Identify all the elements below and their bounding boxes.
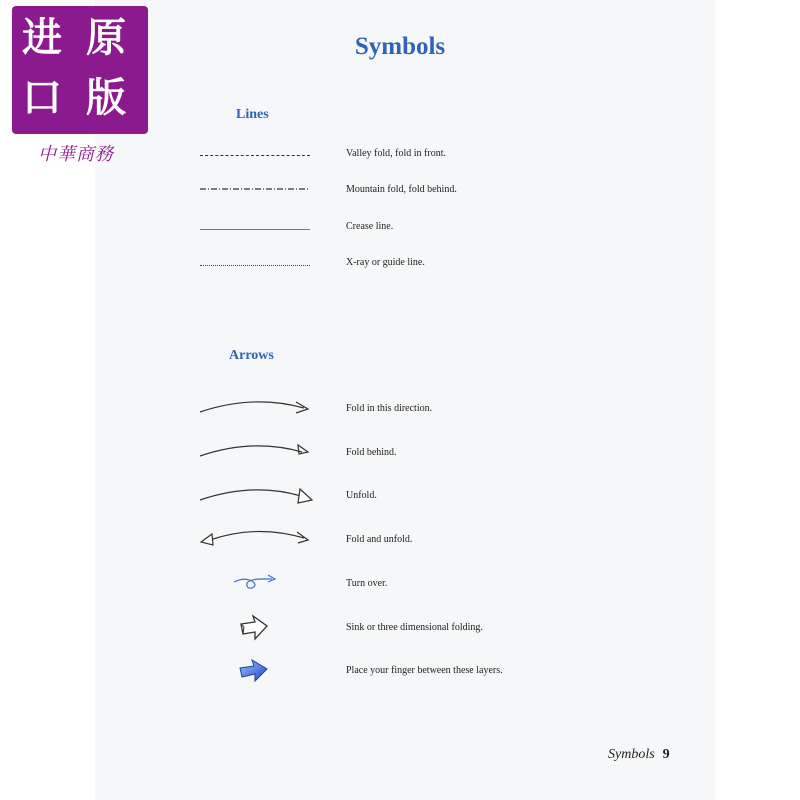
- xray-guide-line: [200, 265, 310, 266]
- fold-unfold-arrow-icon: [198, 528, 316, 548]
- valley-fold-arrow-icon: [198, 398, 313, 418]
- page-number: 9: [662, 747, 670, 762]
- badge-char-2: 原: [86, 15, 126, 61]
- badge-subtitle: 中華商務: [38, 144, 114, 165]
- unfold-arrow-icon: [198, 486, 316, 508]
- badge-block: [12, 6, 148, 134]
- page-paper: [95, 0, 715, 800]
- mountain-fold-arrow-icon: [198, 442, 313, 462]
- xray-guide-label: X-ray or guide line.: [346, 257, 425, 268]
- badge-char-4: 版: [86, 75, 126, 121]
- footer-section-name: Symbols: [608, 747, 655, 762]
- place-finger-arrow-icon: [238, 658, 270, 684]
- fold-behind-label: Fold behind.: [346, 447, 397, 458]
- sink-arrow-icon: [238, 614, 270, 642]
- valley-fold-line: [200, 155, 310, 156]
- unfold-label: Unfold.: [346, 490, 377, 501]
- fold-direction-label: Fold in this direction.: [346, 403, 433, 414]
- badge-char-3: 口: [22, 75, 62, 121]
- fold-unfold-label: Fold and unfold.: [346, 534, 413, 545]
- crease-line-label: Crease line.: [346, 221, 394, 232]
- import-badge: [12, 6, 148, 166]
- badge-char-1: 进: [22, 15, 62, 61]
- place-finger-label: Place your finger between these layers.: [346, 665, 503, 676]
- sink-label: Sink or three dimensional folding.: [346, 622, 483, 633]
- turn-over-label: Turn over.: [346, 578, 388, 589]
- page-title: Symbols: [354, 33, 446, 60]
- crease-line: [200, 229, 310, 230]
- arrows-heading: Arrows: [229, 348, 274, 363]
- mountain-fold-line: [200, 186, 310, 192]
- lines-heading: Lines: [236, 107, 269, 122]
- turn-over-icon: [230, 572, 280, 594]
- page-footer: [608, 747, 670, 763]
- mountain-fold-label: Mountain fold, fold behind.: [346, 184, 457, 195]
- valley-fold-label: Valley fold, fold in front.: [346, 148, 446, 159]
